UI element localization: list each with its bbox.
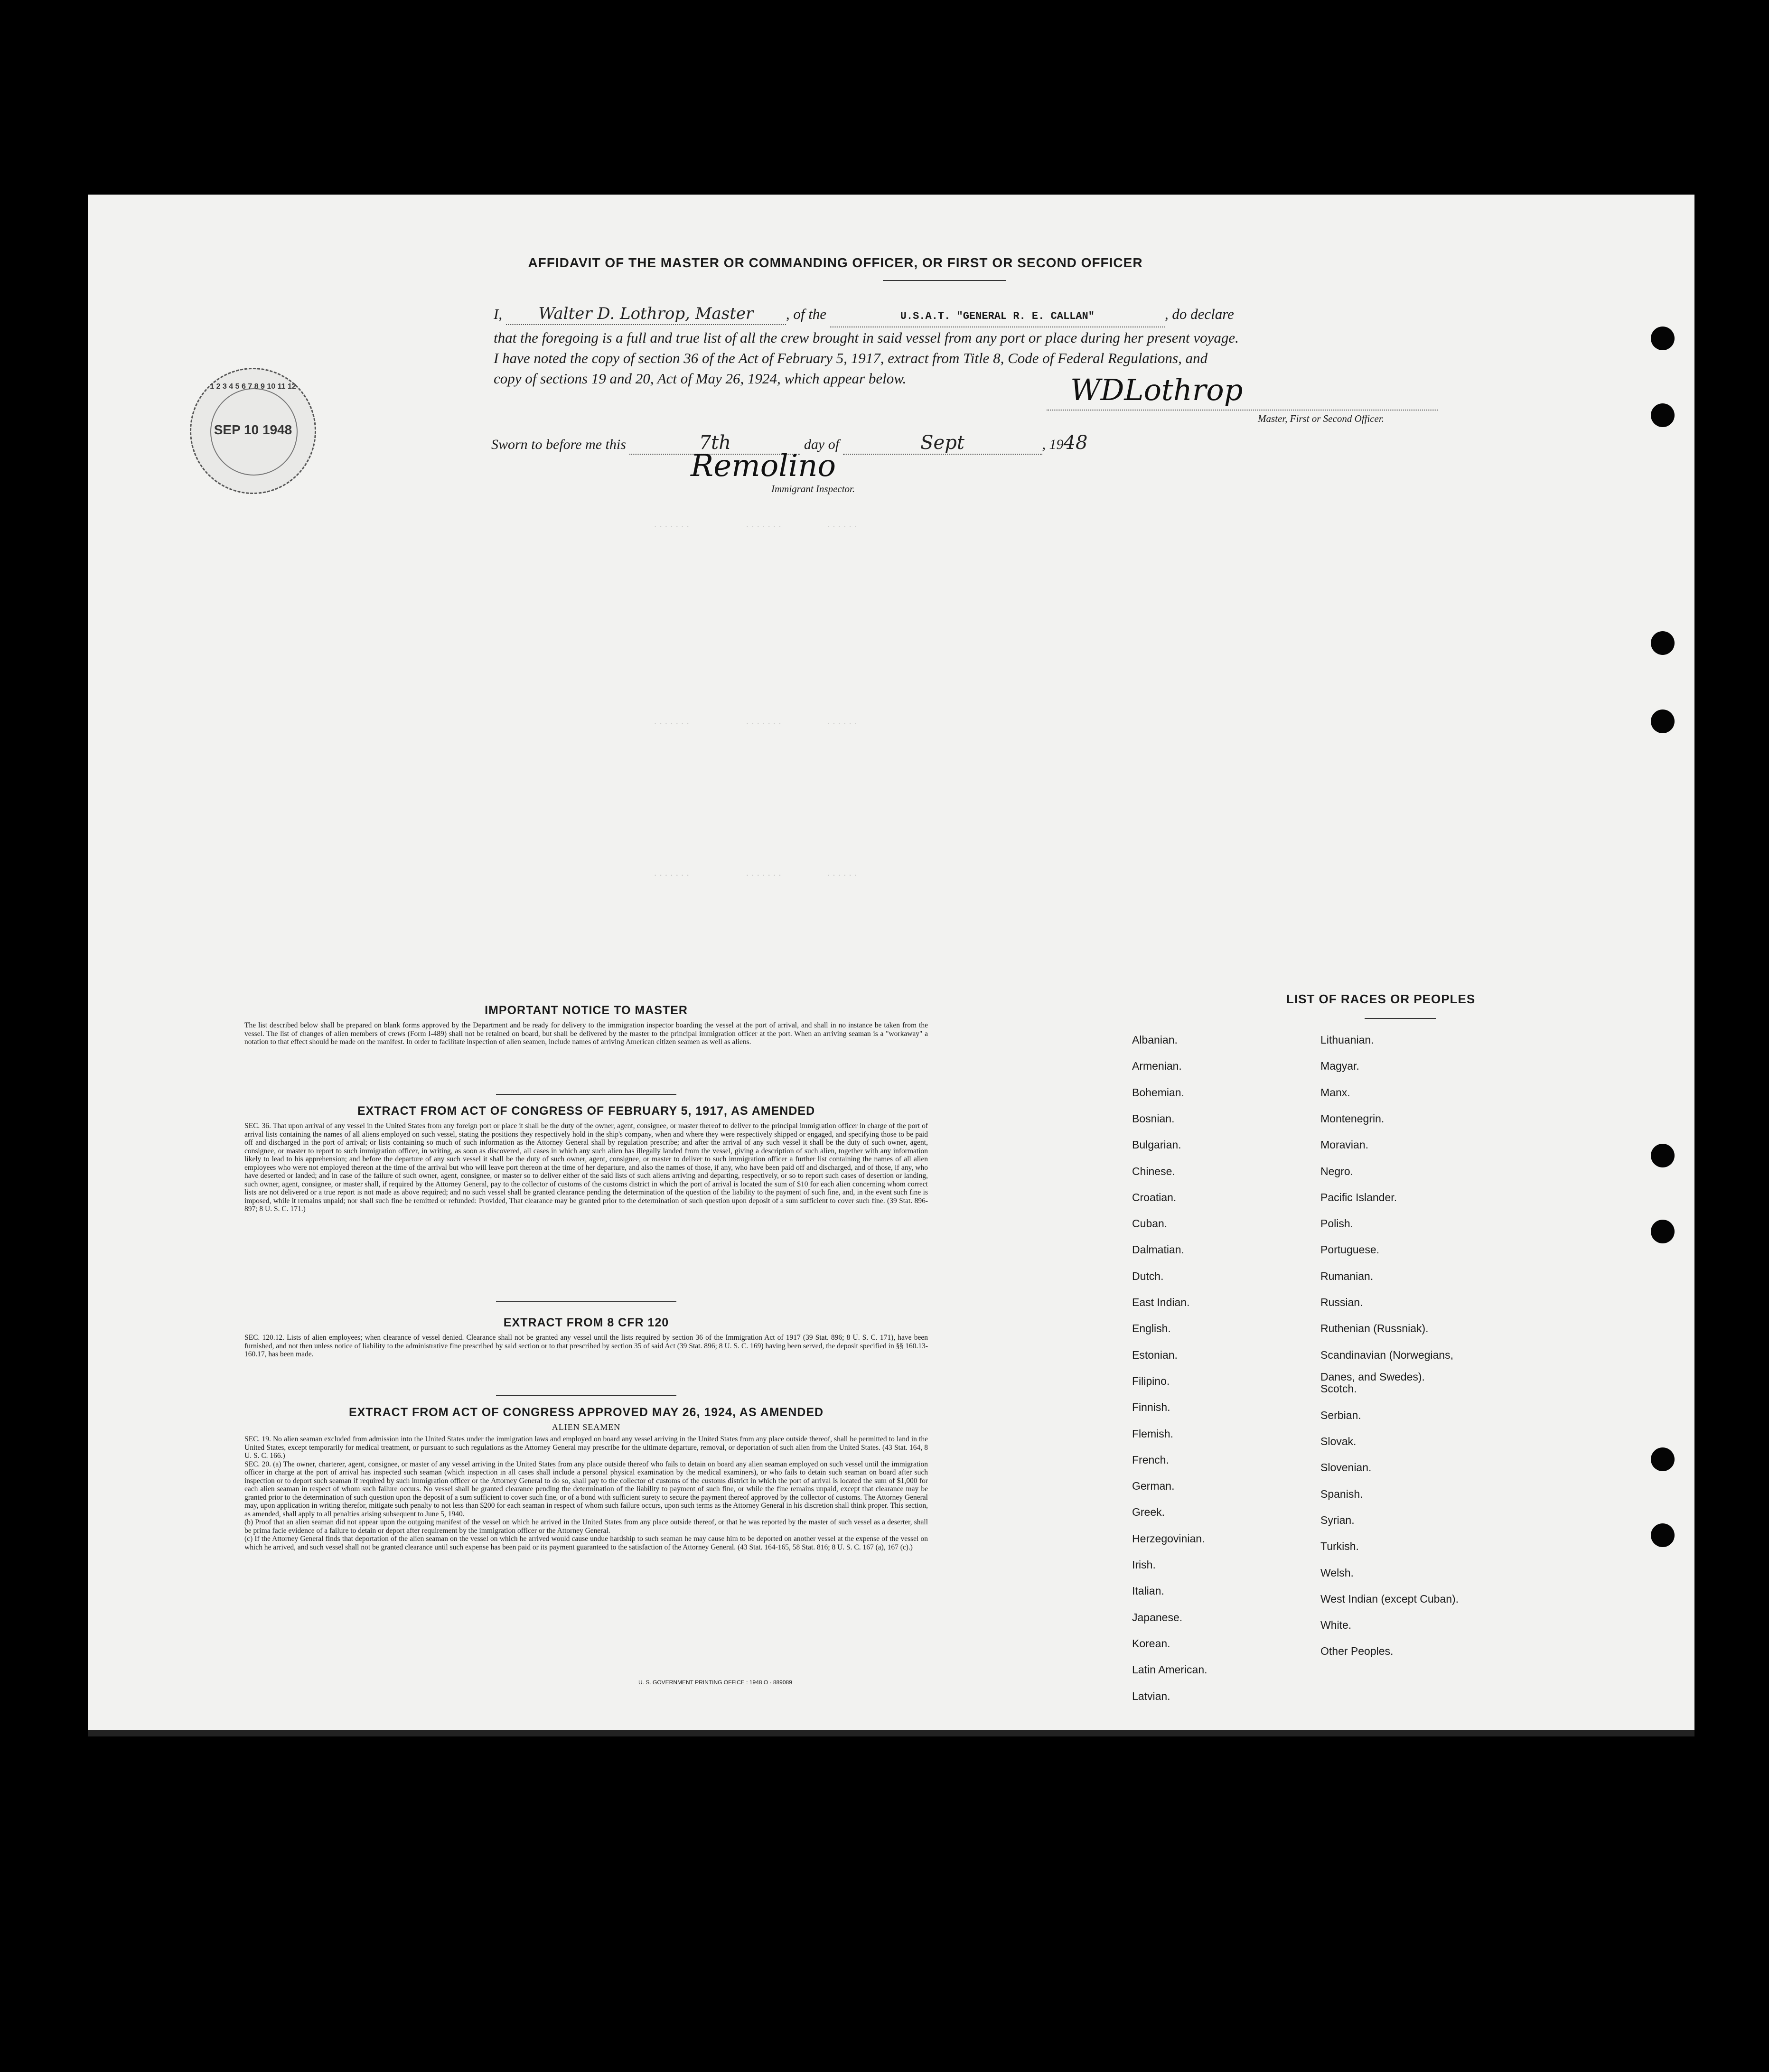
sworn-month: Sept — [843, 432, 1042, 455]
race-item: Rumanian. — [1320, 1269, 1374, 1282]
race-item: Portuguese. — [1320, 1243, 1380, 1256]
race-item: Russian. — [1320, 1296, 1363, 1308]
declaration-text — [494, 304, 1448, 389]
master-caption: Master, First or Second Officer. — [1258, 413, 1384, 424]
race-item: Dalmatian. — [1132, 1243, 1184, 1256]
race-item: Albanian. — [1132, 1034, 1178, 1046]
race-item: Lithuanian. — [1320, 1034, 1374, 1046]
race-item: Korean. — [1132, 1637, 1170, 1650]
race-item: Estonian. — [1132, 1348, 1178, 1361]
race-item: White. — [1320, 1619, 1352, 1632]
race-item: Polish. — [1320, 1217, 1354, 1230]
race-item: Finnish. — [1132, 1401, 1170, 1414]
inspector-caption: Immigrant Inspector. — [771, 483, 855, 495]
extract-1917-text: SEC. 36. That upon arrival of any vessel in the United States from any foreign port or place it shall be the duty of the owner, agent, consignee, or master thereof to deliver to the principal immigration officer in charge of the port of arrival lists containing the names of all aliens employed on such vessel, stating the positions they respectively hold in the ship's company, when and where they were respectively shipped or engaged, and specifying those to be paid off and discharged in the port of arrival; or lists containing so much of such information as the Attorney General shall by regulation prescribe; and after the arrival of any such vessel it shall be the duty of such owner, agent, consignee, or master to report to such immigration officer, in writing, as soon as discovered, all cases in which any such alien has illegally landed from the vessel, giving a description of such alien, together with any information likely to lead to his apprehension; and before the departure of any such vessel it shall be the duty of such owner, agent, consignee, or master to deliver to such immigration officer a further list containing the names of all alien employees who were not employed thereon at the time of the arrival but who will leave port thereon at the time of her departure, and also the names of those, if any, who have been paid off and discharged, and of those, if any, who have deserted or landed; and in case of the failure of such owner, agent, consignee, or master so to deliver either of the said lists of such aliens arriving and departing, respectively, or so to report such cases of desertion or landing, such owner, agent, consignee, or master shall, if required by the Attorney General, pay to the collector of customs of the customs district in which the port of arrival is located the sum of $10 for each alien concerning whom correct lists are not delivered or a true report is not made as above required; and no such vessel shall be granted clearance pending the determination of the question of the liability to the payment of such fine, and, in the event such fine is imposed, while it remains unpaid; nor shall such fine be remitted or refunded: Provided, That clearance may be granted prior to the determination of such question upon deposit of a sum sufficient to cover such fine. (39 Stat. 896-897; 8 U. S. C. 171.) — [244, 1122, 928, 1213]
race-item: Slovak. — [1320, 1435, 1357, 1448]
race-item: Chinese. — [1132, 1165, 1175, 1177]
race-item: English. — [1132, 1322, 1171, 1335]
declarant-name: Walter D. Lothrop, Master — [506, 304, 786, 325]
race-item: Other Peoples. — [1320, 1645, 1394, 1658]
race-item: Slovenian. — [1320, 1461, 1372, 1474]
section-divider — [496, 1301, 676, 1302]
races-title: LIST OF RACES OR PEOPLES — [1286, 992, 1476, 1006]
race-item: Cuban. — [1132, 1217, 1168, 1230]
extract-1924-sec20b: (b) Proof that an alien seaman did not appear upon the outgoing manifest of the vessel on which he arrived in the United States from any place outside thereof, or that he was reported by the master of such vessel as a deserter, shall be prima facie evidence of a failure to detain or deport after requirement by the immigration officer or the Attorney General. — [244, 1518, 928, 1535]
section-divider — [496, 1395, 676, 1396]
master-signature-line — [1047, 410, 1438, 411]
declaration-line-3: I have noted the copy of section 36 of the Act of February 5, 1917, extract from Title 8, Code of Federal Regulations, and — [494, 350, 1208, 366]
race-item: Filipino. — [1132, 1374, 1170, 1387]
race-item: Pacific Islander. — [1320, 1191, 1397, 1204]
race-item: Greek. — [1132, 1506, 1165, 1519]
sworn-year: 48 — [1063, 432, 1088, 454]
punch-hole — [1651, 709, 1675, 733]
date-stamp — [190, 368, 316, 494]
sworn-day: 7th — [629, 432, 800, 455]
extract-1924-sec20a: SEC. 20. (a) The owner, charterer, agent, consignee, or master of any vessel arriving in the United States from any place outside thereof who fails to detain on board any alien seaman employed on such vessel until the immigration officer in charge at the port of arrival has inspected such seaman (which inspection in all cases shall include a personal physical examination by the medical examiners), or who fails to detain such seaman on board after such inspection or to deport such seaman if required by such immigration officer or the Attorney General to do so, shall pay to the collector of customs of the customs district in which the port of arrival is located the sum of $1,000 for each alien seaman in respect of whom such failure occurs. No vessel shall be granted clearance pending the determination of the liability to payment of such fine, or while the fine remains unpaid, except that clearance may be granted prior to the determination of such question upon the deposit of a sum sufficient to cover such fine, or of a bond with sufficient surety to secure the payment thereof approved by the collector of customs. The Attorney General may, upon application in writing therefor, mitigate such penalty to not less than $200 for each seaman in respect of whom such failure occurs, upon such terms as the Attorney General in his discretion shall think proper. This section, as amended, shall apply to all penalties arising subsequent to June 5, 1940. — [244, 1460, 928, 1518]
punch-hole — [1651, 1144, 1675, 1167]
race-item: Irish. — [1132, 1559, 1156, 1571]
inspector-signature: Remolino — [691, 448, 836, 484]
punch-hole — [1651, 403, 1675, 427]
extract-cfr-text: SEC. 120.12. Lists of alien employees; when clearance of vessel denied. Clearance shall not be granted any vessel until the lists required by section 36 of the Immigration Act of 1917 (39 Stat. 896; 8 U. S. C. 171), have been furnished, and not then unless notice of liability to the administrative fine prescribed by said section or to that prescribed by section 35 of said Act (39 Stat. 896; 8 U. S. C. 169) having been served, the deposit specified in §§ 160.13-160.17, has been made. — [244, 1334, 928, 1358]
punch-hole — [1651, 631, 1675, 655]
title-divider — [883, 280, 1006, 281]
race-item: Latin American. — [1132, 1663, 1207, 1676]
race-item: Turkish. — [1320, 1540, 1359, 1553]
race-item: Moravian. — [1320, 1139, 1368, 1151]
punch-hole — [1651, 1220, 1675, 1243]
race-item: Dutch. — [1132, 1269, 1164, 1282]
extract-1924-sec19: SEC. 19. No alien seaman excluded from admission into the United States under the immigration laws and employed on board any vessel arriving in the United States from any place outside thereof, shall be permitted to land in the United States, except temporarily for medical treatment, or pursuant to such regulations as the Attorney General may prescribe for the ultimate departure, removal, or deportation of such alien from the United States. (43 Stat. 164, 8 U. S. C. 166.) — [244, 1435, 928, 1460]
extract-1924-sec20c: (c) If the Attorney General finds that deportation of the alien seaman on the vessel on which he arrived would cause undue hardship to such seaman he may cause him to be deported on another vessel at the expense of the vessel on which he arrived, and such vessel shall not be granted clearance until such expense has been paid or its payment guaranteed to the satisfaction of the Attorney General. (43 Stat. 164-165, 58 Stat. 816; 8 U. S. C. 167 (a), 167 (c).) — [244, 1535, 928, 1551]
extract-1917-title: EXTRACT FROM ACT OF CONGRESS OF FEBRUARY 5, 1917, AS AMENDED — [357, 1104, 815, 1118]
race-item: Bulgarian. — [1132, 1139, 1181, 1151]
race-item: Scotch. — [1320, 1382, 1357, 1395]
stamp-numbers: 1 2 3 4 5 6 7 8 9 10 11 12 — [210, 383, 296, 391]
race-item: Negro. — [1320, 1165, 1354, 1177]
race-item: Bohemian. — [1132, 1086, 1184, 1099]
punch-hole — [1651, 327, 1675, 350]
affidavit-title: AFFIDAVIT OF THE MASTER OR COMMANDING OFFICER, OR FIRST OR SECOND OFFICER — [528, 255, 1143, 270]
race-item: Manx. — [1320, 1086, 1350, 1099]
declaration-line-1: I, Walter D. Lothrop, Master , of the U.S.A.T. "GENERAL R. E. CALLAN" , do declare — [494, 304, 1448, 327]
race-item: Armenian. — [1132, 1060, 1182, 1073]
race-item: Herzegovinian. — [1132, 1532, 1205, 1545]
sworn-statement: Sworn to before me this 7th day of Sept , 1948 — [491, 432, 1088, 454]
race-item: Syrian. — [1320, 1513, 1355, 1526]
race-item: Serbian. — [1320, 1409, 1361, 1421]
notice-title: IMPORTANT NOTICE TO MASTER — [485, 1004, 688, 1017]
declaration-line-4: copy of sections 19 and 20, Act of May 26, 1924, which appear below. — [494, 370, 907, 387]
race-item: Croatian. — [1132, 1191, 1177, 1204]
extract-1924-subtitle: ALIEN SEAMEN — [552, 1422, 621, 1432]
race-item: Latvian. — [1132, 1689, 1170, 1702]
race-item: Japanese. — [1132, 1611, 1183, 1624]
punch-hole — [1651, 1447, 1675, 1471]
race-item: Danes, and Swedes). — [1320, 1371, 1425, 1383]
race-item: German. — [1132, 1480, 1175, 1493]
important-notice — [244, 1004, 928, 1046]
extract-cfr — [244, 1316, 928, 1359]
race-item: Ruthenian (Russniak). — [1320, 1322, 1429, 1335]
races-divider — [1365, 1018, 1436, 1019]
race-item: Spanish. — [1320, 1487, 1363, 1500]
extract-1924 — [244, 1406, 928, 1551]
section-divider — [496, 1094, 676, 1095]
extract-1924-title: EXTRACT FROM ACT OF CONGRESS APPROVED MAY 26, 1924, AS AMENDED — [348, 1406, 824, 1419]
race-item: Magyar. — [1320, 1060, 1359, 1073]
document-sheet: AFFIDAVIT OF THE MASTER OR COMMANDING OFFICER, OR FIRST OR SECOND OFFICER I, Walter D. Lothrop, Master , of the U.S.A.T. "GENERAL R. E. CALLAN" , do declare that the foregoing is a full and true list of all the crew brought in said vessel from any port or place during her present voyage. I have noted the copy of section 36 of the Act of February 5, 1917, extract from Title 8, Code of Federal Regulations, and copy of sections 19 and 20, Act of May 26, 1924, which appear below. WDLothrop Master, First or Second Officer. Sworn to before me this 7th day of Sept , 1948 Remolino Immigrant Inspector. ....... ....... ...... ....... ....... ...... ....... ....... ...... IMPORTANT NOTICE TO MASTER The list described below shall be prepared on blank forms approved by the Department and be ready for delivery to the immigration inspector boarding the vessel at the port of arrival, and shall in no instance be taken from the vessel. The list of changes of alien members of crews (Form I-489) shall not be retained on board, but shall be delivered by the master to the principal immigration officer at the port. When an arriving seaman is a "workaway" a notation to that effect should be made on the manifest. In order to facilitate inspection of alien seamen, include names of arriving American citizen seamen as well as aliens. EXTRACT FROM ACT OF CONGRESS OF FEBRUARY 5, 1917, AS AMENDED SEC. 36. That upon arrival of any vessel in the United States from any foreign port or place it shall be the duty of the owner, agent, consignee, or master thereof to deliver to the principal immigration officer in charge of the port of arrival lists containing the names of all aliens employed on such vessel, stating the positions they respectively hold in the ship's company, when and where they were respectively shipped or engaged, and specifying those to be paid off and discharged in the port of arrival; or lists containing so much of such information as the Attorney General shall by regulation prescribe; and after the arrival of any such vessel it shall be the duty of such owner, agent, consignee, or master to report to such immigration officer, in writing, as soon as discovered, all cases in which any such alien has illegally landed from the vessel, giving a description of such alien, together with any information likely to lead to his apprehension; and before the departure of any such vessel it shall be the duty of such owner, agent, consignee, or master to deliver to such immigration officer a further list containing the names of all alien employees who were not employed thereon at the time of the arrival but who will leave port thereon at the time of her departure, and also the names of those, if any, who have been paid off and discharged, and of those, if any, who have deserted or landed; and in case of the failure of such owner, agent, consignee, or master so to deliver either of the said lists of such aliens arriving and departing, respectively, or so to report such cases of desertion or landing, such owner, agent, consignee, or master shall, if required by the Attorney General, pay to the collector of customs of the customs district in which the port of arrival is located the sum of $10 for each alien concerning whom correct lists are not delivered or a true report is not made as above required; and no such vessel shall be granted clearance pending the determination of the question of the liability to the payment of such fine, and, in the event such fine is imposed, while it remains unpaid; nor shall such fine be remitted or refunded: Provided, That clearance may be granted prior to the determination of such question upon deposit of a sum sufficient to cover such fine. (39 Stat. 896-897; 8 U. S. C. 171.) EXTRACT FROM 8 CFR 120 SEC. 120.12. Lists of alien employees; when clearance of vessel denied. Clearance shall not be granted any vessel until the lists required by section 36 of the Immigration Act of 1917 (39 Stat. 896; 8 U. S. C. 171), have been furnished, and not then unless notice of liability to the administrative fine prescribed by said section or to that prescribed by section 35 of said Act (39 Stat. 896; 8 U. S. C. 169) having been served, the deposit specified in §§ 160.13-160.17, has been made. EXTRACT FROM ACT OF CONGRESS APPROVED MAY 26, 1924, AS AMENDED ALIEN SEAMEN SEC. 19. No alien seaman excluded from admission into the United States under the immigration laws and employed on board any vessel arriving in the United States from any place outside thereof, shall be permitted to land in the United States, except temporarily for medical treatment, or pursuant to such regulations as the Attorney General may prescribe for the ultimate departure, removal, or deportation of such alien from the United States. (43 Stat. 164, 8 U. S. C. 166.) SEC. 20. (a) The owner, charterer, agent, consignee, or master of any vessel arriving in the United States from any place outside thereof who fails to detain on board any alien seaman employed on such vessel until the immigration officer in charge at the port of arrival has inspected such seaman (which inspection in all cases shall include a personal physical examination by the medical examiners), or who fails to detain such seaman on board after such inspection or to deport such seaman if required by such immigration officer or the Attorney General to do so, shall pay to the collector of customs of the customs district in which the port of arrival is located the sum of $1,000 for each alien seaman in respect of whom such failure occurs. No vessel shall be granted clearance pending the determination of the liability to payment of such fine, or while the fine remains unpaid, except that clearance may be granted prior to the determination of such question upon the deposit of a sum sufficient to cover such fine, or of a bond with sufficient surety to secure the payment thereof approved by the collector of customs. The Attorney General may, upon application in writing therefor, mitigate such penalty to not less than $200 for each seaman in respect of whom such failure occurs, upon such terms as the Attorney General in his discretion shall think proper. This section, as amended, shall apply to all penalties arising subsequent to June 5, 1940. (b) Proof that an alien seaman did not appear upon the outgoing manifest of the vessel on which he arrived in the United States from any place outside thereof, or that he was reported by the master of such vessel as a deserter, shall be prima facie evidence of a failure to detain or deport after requirement by the immigration officer or the Attorney General. (c) If the Attorney General finds that deportation of the alien seaman on the vessel on which he arrived would cause undue hardship to such seaman he may cause him to be deported on another vessel at the expense of the vessel on which he arrived, and such vessel shall not be granted clearance until such expense has been paid or its payment guaranteed to the satisfaction of the Attorney General. (43 Stat. 164-165, 58 Stat. 816; 8 U. S. C. 167 (a), 167 (c).) U. S. GOVERNMENT PRINTING OFFICE : 1948 O - 889089 LIST OF RACES OR PEOPLES Albanian. Armenian. Bohemian. Bosnian. Bulgarian. Chinese. Croatian. Cuban. Dalmatian. Dutch. East Indian. English. Estonian. Filipino. Finnish. Flemish. French. German. Greek. Herzegovinian. Irish. Italian. Japanese. Korean. Latin American. Latvian. Lithuanian. Magyar. Manx. Montenegrin. Moravian. Negro. Pacific Islander. Polish. Portuguese. Rumanian. Russian. Ruthenian (Russniak). Scandinavian (Norwegians, Danes, and Swedes). Scotch. Serbian. Slovak. Slovenian. Spanish. Syrian. Turkish. Welsh. West Indian (except Cuban). White. Other Peoples. — [88, 195, 1694, 1730]
extract-1917 — [244, 1104, 928, 1213]
race-item: East Indian. — [1132, 1296, 1190, 1308]
race-item: Montenegrin. — [1320, 1112, 1385, 1125]
race-item: Italian. — [1132, 1585, 1164, 1597]
stamp-date: SEP 10 1948 — [214, 422, 292, 437]
printer-imprint: U. S. GOVERNMENT PRINTING OFFICE : 1948 O - 889089 — [638, 1679, 792, 1686]
extract-cfr-title: EXTRACT FROM 8 CFR 120 — [503, 1316, 669, 1329]
punch-hole — [1651, 1523, 1675, 1547]
notice-text: The list described below shall be prepared on blank forms approved by the Department and be ready for delivery to the immigration inspector boarding the vessel at the port of arrival, and shall in no instance be taken from the vessel. The list of changes of alien members of crews (Form I-489) shall not be retained on board, but shall be delivered by the master to the principal immigration officer at the port. When an arriving seaman is a "workaway" a notation to that effect should be made on the manifest. In order to facilitate inspection of alien seamen, include names of arriving American citizen seamen as well as aliens. — [244, 1021, 928, 1046]
sheet-edge — [88, 1730, 1694, 1736]
vessel-name: U.S.A.T. "GENERAL R. E. CALLAN" — [830, 306, 1165, 327]
race-item: Welsh. — [1320, 1566, 1354, 1579]
race-item: West Indian (except Cuban). — [1320, 1592, 1459, 1605]
declaration-line-2: that the foregoing is a full and true list of all the crew brought in said vessel from any port or place during her present voyage. — [494, 329, 1239, 346]
race-item: Scandinavian (Norwegians, — [1320, 1348, 1453, 1361]
race-item: French. — [1132, 1453, 1169, 1466]
race-item: Bosnian. — [1132, 1112, 1175, 1125]
master-signature: WDLothrop — [1070, 373, 1243, 407]
race-item: Flemish. — [1132, 1427, 1173, 1440]
